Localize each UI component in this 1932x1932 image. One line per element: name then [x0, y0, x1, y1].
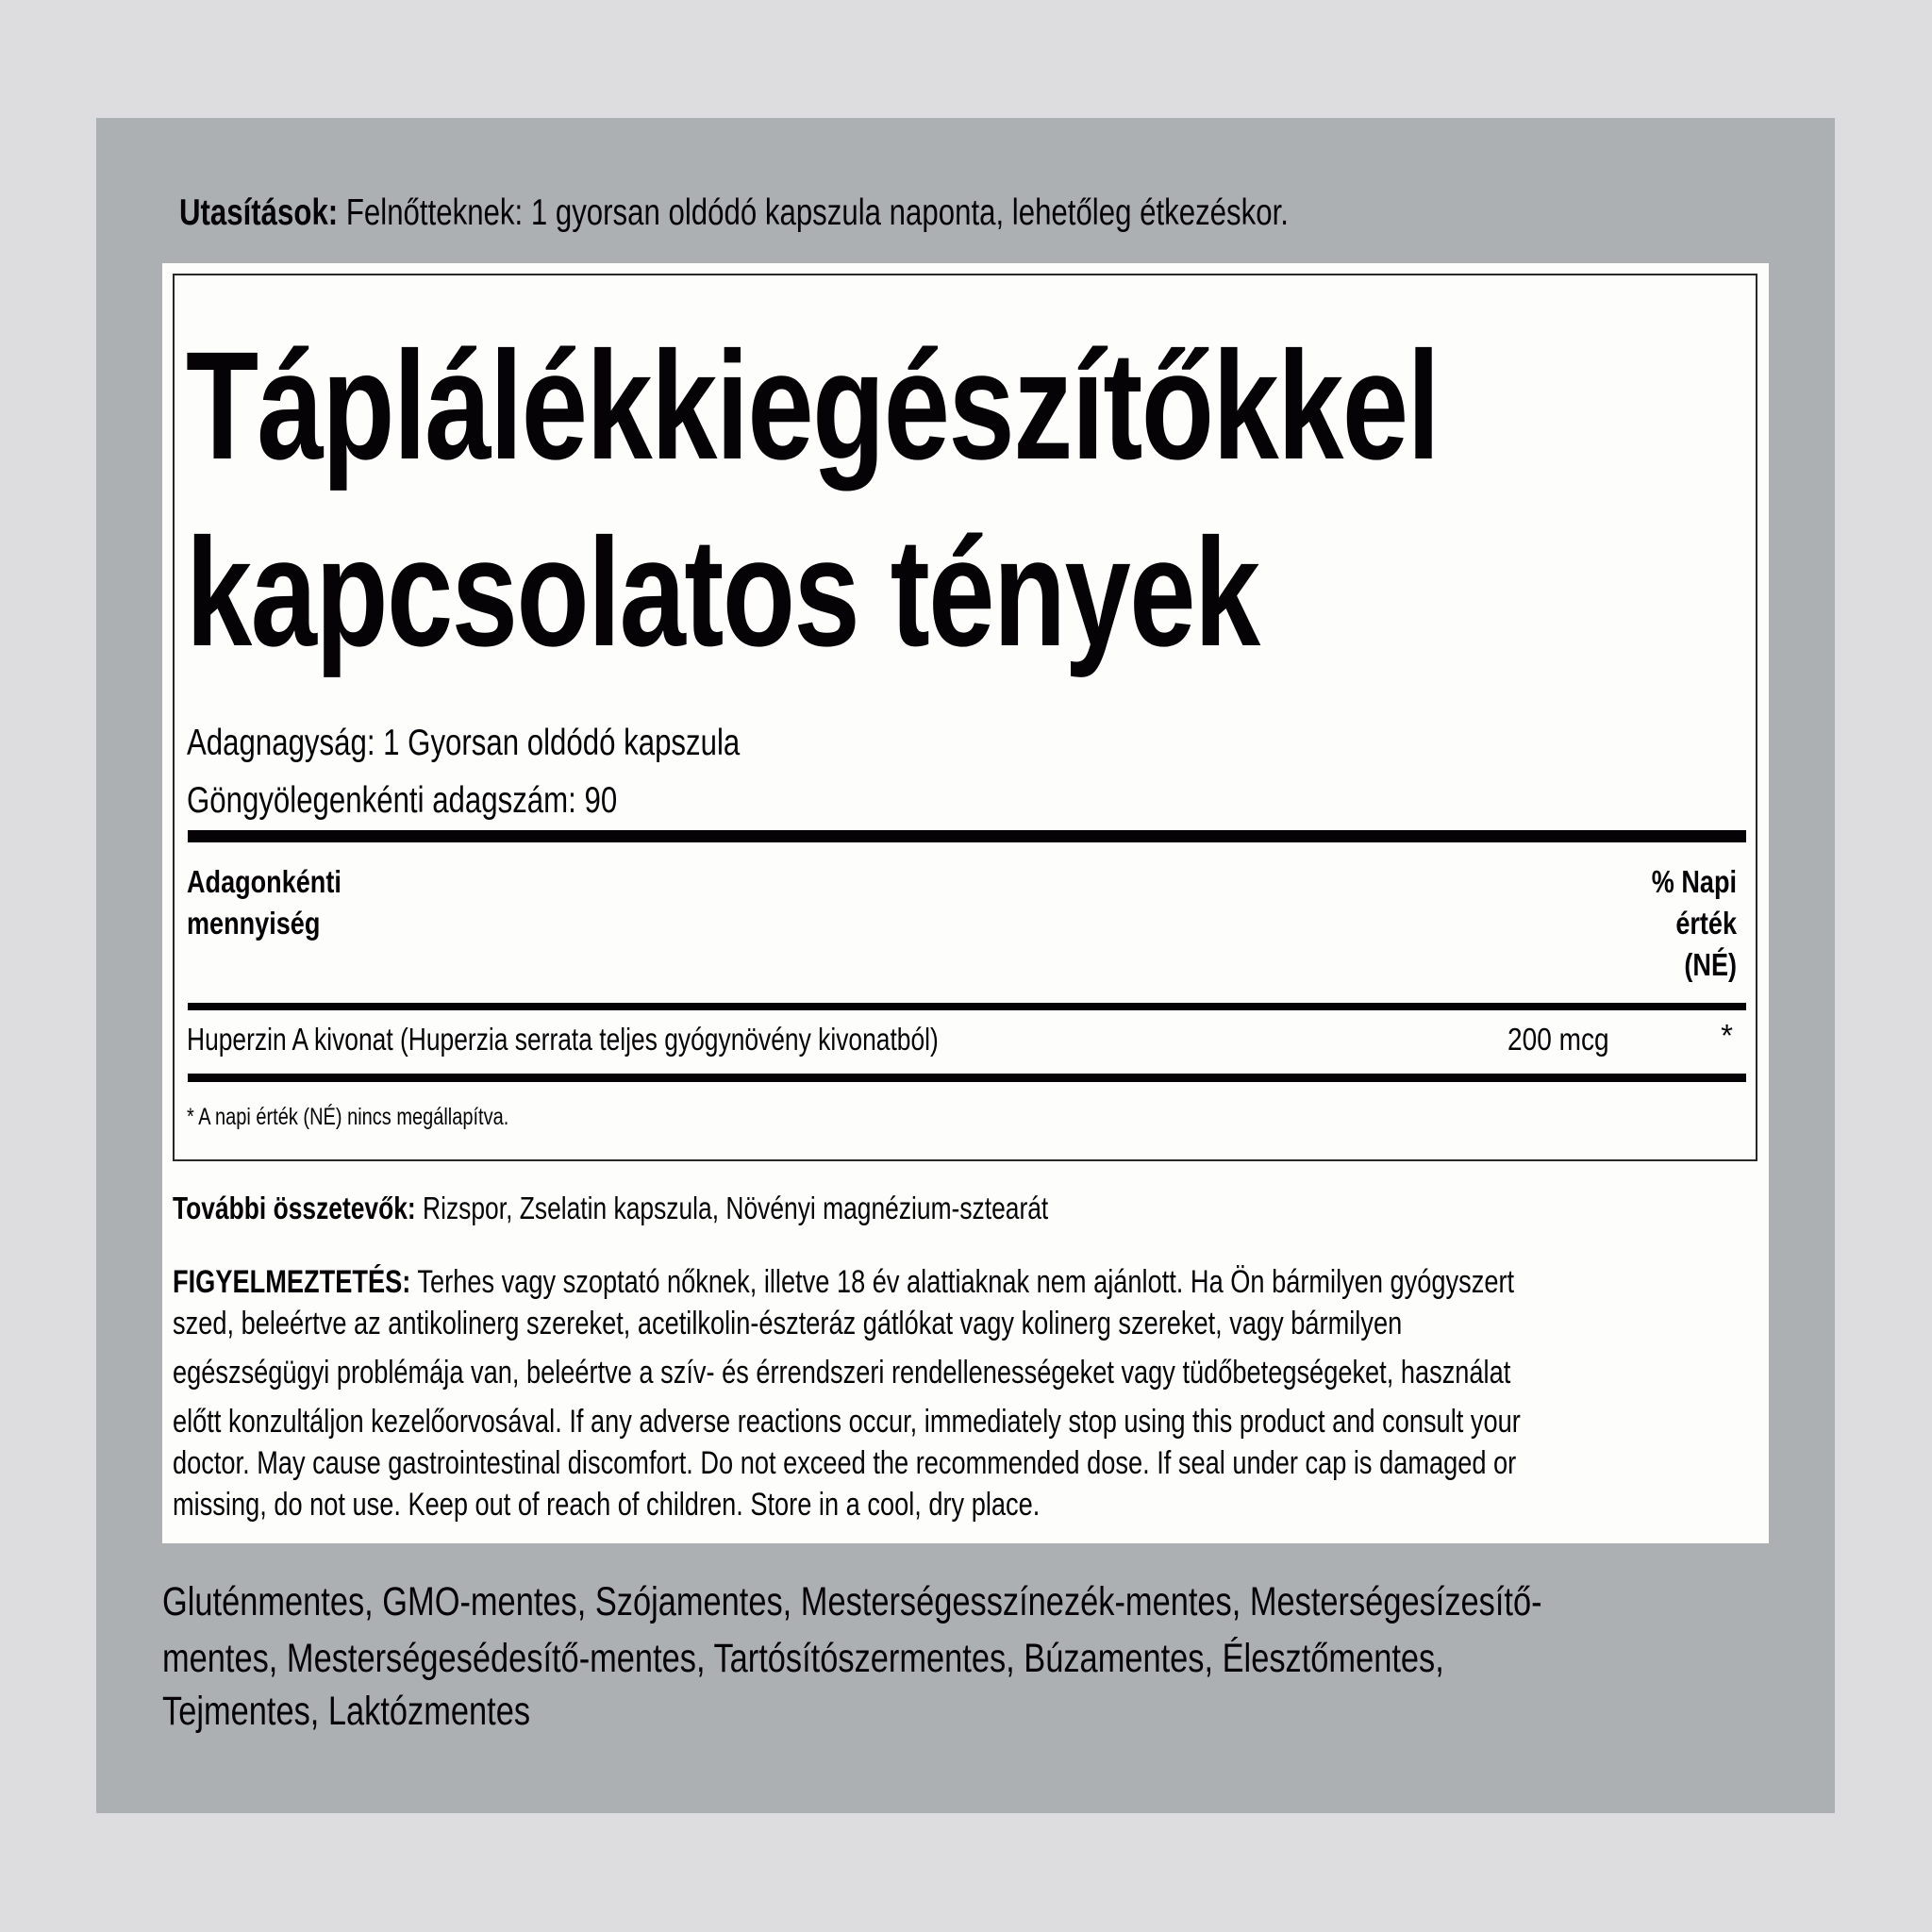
facts-title-line-1: Táplálékkiegészítőkkel: [186, 319, 1440, 491]
daily-value-header: % Napi érték (NÉ): [1651, 864, 1737, 982]
free-from-line-3: Tejmentes, Laktózmentes: [162, 1689, 531, 1734]
free-from-claims: [162, 1574, 1887, 1740]
supplement-facts-box: [173, 274, 1757, 1161]
other-ingredients-text: Rizspor, Zselatin kapszula, Növényi magnézium-sztearát: [415, 1191, 1049, 1225]
amount-per-serving-header: Adagonkénti mennyiség: [187, 864, 341, 941]
free-from-line-2: mentes, Mesterségesédesítő-mentes, Tartósítószermentes, Búzamentes, Élesztőmentes,: [162, 1636, 1444, 1681]
thick-divider: [188, 830, 1746, 842]
directions: [179, 192, 1289, 235]
warning-line-4: előtt konzultáljon kezelőorvosával. If any adverse reactions occur, immediately stop using this product and consult your: [173, 1404, 1521, 1440]
nutrient-daily-value: *: [1721, 1018, 1733, 1053]
header-divider: [188, 1003, 1746, 1010]
warning-line-6: missing, do not use. Keep out of reach of children. Store in a cool, dry place.: [173, 1487, 1041, 1523]
warning-label: FIGYELMEZTETÉS:: [173, 1264, 411, 1300]
nutrient-amount: 200 mcg: [1507, 1022, 1609, 1057]
warning-line-5: doctor. May cause gastrointestinal discomfort. Do not exceed the recommended dose. If seal under cap is damaged or: [173, 1445, 1517, 1481]
facts-title-line-2: kapcsolatos tények: [186, 506, 1259, 678]
warning-line-1: FIGYELMEZTETÉS: Terhes vagy szoptató nőknek, illetve 18 év alattiaknak nem ajánlott. Ha Ön bármilyen gyógyszert: [173, 1264, 1515, 1300]
daily-value-footnote: * A napi érték (NÉ) nincs megállapítva.: [187, 1104, 509, 1130]
row-divider: [188, 1074, 1746, 1082]
free-from-line-1: Gluténmentes, GMO-mentes, Szójamentes, Mesterségesszínezék-mentes, Mesterségesízesítő-: [162, 1579, 1542, 1624]
warning-line-2: szed, beleértve az antikolinerg szereket, acetilkolin-észteráz gátlókat vagy kolinerg szereket, vagy bármilyen: [173, 1306, 1403, 1341]
warning-line-3: egészségügyi problémája van, beleértve a szív- és érrendszeri rendellenességeket vagy tüdőbetegségeket, használat: [173, 1355, 1511, 1391]
warning-block: [173, 1261, 1739, 1525]
serving-size: Adagnagyság: 1 Gyorsan oldódó kapszula: [187, 723, 741, 763]
other-ingredients-label: További összetevők:: [173, 1191, 416, 1225]
directions-text: Felnőtteknek: 1 gyorsan oldódó kapszula naponta, lehetőleg étkezéskor.: [338, 192, 1289, 233]
servings-per-container: Göngyölegenkénti adagszám: 90: [187, 780, 618, 821]
other-ingredients: [173, 1189, 1048, 1228]
directions-label: Utasítások:: [179, 192, 339, 233]
nutrient-name: Huperzin A kivonat (Huperzia serrata teljes gyógynövény kivonatból): [187, 1022, 939, 1057]
